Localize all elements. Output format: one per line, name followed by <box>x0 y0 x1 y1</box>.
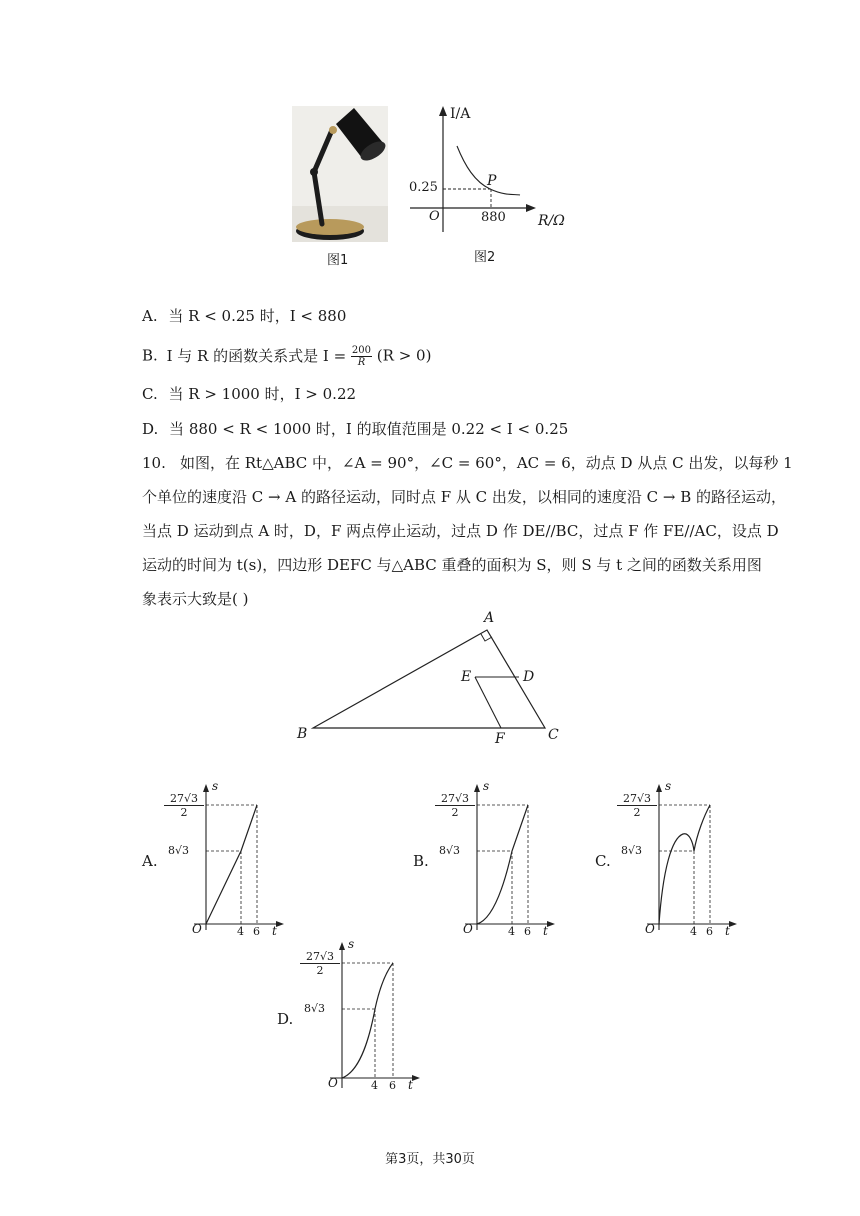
graph-y-top-denominator: 2 <box>180 806 188 819</box>
option-text: 当 R > 1000 时，I > 0.22 <box>168 385 357 403</box>
figure2-y-axis-label: I/A <box>450 106 471 122</box>
graph-y-top-numerator: 27√3 <box>164 792 204 806</box>
option-letter: C. <box>142 385 158 403</box>
graph-y-top-numerator: 27√3 <box>617 792 657 806</box>
vertex-b-label: B <box>297 726 308 742</box>
graph-y-mid-label: 8√3 <box>621 844 643 857</box>
graph-option-d-letter: D. <box>277 1010 294 1028</box>
question10-line-3: 当点 D 运动到点 A 时，D，F 两点停止运动，过点 D 作 DE//BC，过点 F 作 FE//AC，设点 D <box>142 522 779 540</box>
graph-option-d <box>300 936 425 1096</box>
graph-x-tick-6: 6 <box>524 925 531 938</box>
graph-x-tick-6: 6 <box>389 1079 396 1092</box>
graph-origin: O <box>328 1076 338 1090</box>
figure1-caption: 图1 <box>327 253 349 268</box>
page-footer: 第3页，共30页 <box>385 1152 475 1167</box>
graph-x-axis-label: t <box>543 924 548 938</box>
option-letter: A. <box>142 307 158 325</box>
option-text-post: (R > 0) <box>376 346 432 365</box>
figure1-lamp-photo <box>292 106 388 242</box>
graph-x-tick-4: 4 <box>690 925 697 938</box>
graph-y-top-denominator: 2 <box>633 806 641 819</box>
vertex-f-label: F <box>495 731 505 747</box>
graph-x-tick-4: 4 <box>237 925 244 938</box>
option9-b <box>142 345 431 368</box>
graph-x-axis-label: t <box>408 1078 413 1092</box>
vertex-a-label: A <box>484 610 495 626</box>
graph-y-mid-label: 8√3 <box>304 1002 326 1015</box>
graph-y-top-fraction <box>164 792 204 819</box>
graph-x-tick-4: 4 <box>508 925 515 938</box>
graph-y-top-numerator: 27√3 <box>300 950 340 964</box>
graph-x-axis-label: t <box>272 924 277 938</box>
graph-option-a <box>164 778 289 938</box>
graph-y-axis-label: s <box>348 937 355 951</box>
graph-option-c <box>617 778 742 938</box>
graph-x-tick-4: 4 <box>371 1079 378 1092</box>
question10-line-5: 象表示大致是( ) <box>142 590 249 608</box>
figure2-point-label: P <box>487 173 497 189</box>
graph-x-tick-6: 6 <box>706 925 713 938</box>
option-text-pre: I 与 R 的函数关系式是 I = <box>166 346 351 365</box>
graph-y-axis-label: s <box>212 779 219 793</box>
figure2-origin: O <box>429 209 440 224</box>
vertex-e-label: E <box>461 669 472 685</box>
graph-option-b <box>435 778 560 938</box>
fraction-denominator: R <box>357 357 366 368</box>
graph-option-c-letter: C. <box>595 852 611 870</box>
question10-line-2: 个单位的速度沿 C → A 的路径运动，同时点 F 从 C 出发，以相同的速度沿 C → B 的路径运动， <box>142 488 787 506</box>
graph-option-b-letter: B. <box>413 852 429 870</box>
graph-y-top-denominator: 2 <box>451 806 459 819</box>
graph-origin: O <box>645 922 655 936</box>
graph-x-tick-6: 6 <box>253 925 260 938</box>
graph-y-axis-label: s <box>483 779 490 793</box>
option-text: 当 R < 0.25 时，I < 880 <box>168 307 347 325</box>
graph-y-top-fraction <box>300 950 340 977</box>
graph-y-mid-label: 8√3 <box>168 844 190 857</box>
vertex-c-label: C <box>548 727 559 743</box>
graph-y-top-numerator: 27√3 <box>435 792 475 806</box>
option-text: 当 880 < R < 1000 时，I 的取值范围是 0.22 < I < 0.25 <box>169 420 569 438</box>
option9-a <box>142 306 346 326</box>
option-letter: B. <box>142 346 158 365</box>
figure2-y-tick: 0.25 <box>409 180 438 195</box>
graph-y-axis-label: s <box>665 779 672 793</box>
fraction <box>351 345 372 368</box>
graph-origin: O <box>192 922 202 936</box>
graph-option-a-letter: A. <box>142 852 158 870</box>
graph-x-axis-label: t <box>725 924 730 938</box>
fraction-numerator: 200 <box>351 345 371 356</box>
question10-line-4: 运动的时间为 t(s)，四边形 DEFC 与△ABC 重叠的面积为 S，则 S 与 t 之间的函数关系用图 <box>142 556 762 574</box>
graph-y-top-denominator: 2 <box>316 964 324 977</box>
graph-y-mid-label: 8√3 <box>439 844 461 857</box>
vertex-d-label: D <box>523 669 535 685</box>
option9-d <box>142 419 568 439</box>
question10-line-1: 如图，在 Rt△ABC 中，∠A = 90°，∠C = 60°，AC = 6，动点 D 从点 C 出发，以每秒 1 <box>180 454 793 472</box>
graph-y-top-fraction <box>435 792 475 819</box>
figure2-caption: 图2 <box>474 250 496 265</box>
graph-y-top-fraction <box>617 792 657 819</box>
lamp-illustration <box>292 106 388 242</box>
figure2-x-axis-label: R/Ω <box>538 213 565 229</box>
option-letter: D. <box>142 420 159 438</box>
figure2-x-tick: 880 <box>481 210 506 225</box>
graph-origin: O <box>463 922 473 936</box>
option9-c <box>142 384 356 404</box>
question10-number: 10. <box>142 454 166 472</box>
